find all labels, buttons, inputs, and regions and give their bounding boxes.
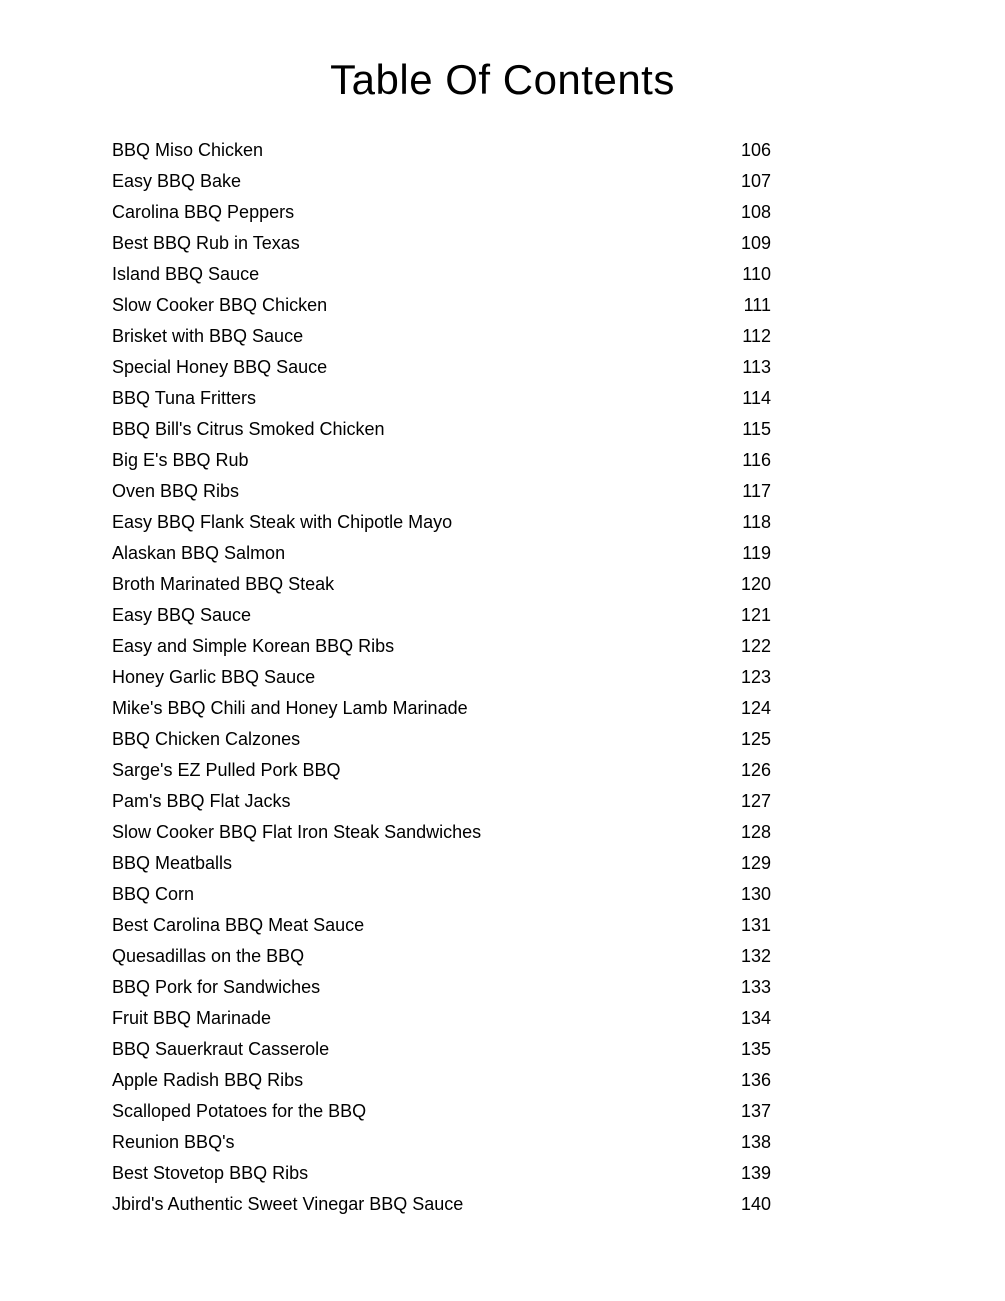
toc-entry-page: 109 xyxy=(740,233,771,253)
toc-row xyxy=(112,910,771,941)
toc-row xyxy=(112,352,771,383)
toc-row xyxy=(112,414,771,445)
toc-row xyxy=(112,1127,771,1158)
toc-row xyxy=(112,476,771,507)
toc-entry-title: Pam's BBQ Flat Jacks xyxy=(112,791,291,811)
toc-entry-title: Sarge's EZ Pulled Pork BBQ xyxy=(112,760,341,780)
toc-entry-page: 125 xyxy=(740,729,771,749)
toc-row xyxy=(112,724,771,755)
toc-entry-page: 132 xyxy=(740,946,771,966)
toc-entry-title: Mike's BBQ Chili and Honey Lamb Marinade xyxy=(112,698,468,718)
toc-entry-title: Broth Marinated BBQ Steak xyxy=(112,574,335,594)
toc-row xyxy=(112,1034,771,1065)
toc-row xyxy=(112,507,771,538)
toc-row xyxy=(112,1065,771,1096)
toc-row xyxy=(112,786,771,817)
toc-entry-page: 133 xyxy=(740,977,771,997)
toc-entry-title: Scalloped Potatoes for the BBQ xyxy=(112,1101,367,1121)
toc-row xyxy=(112,1096,771,1127)
toc-entry-page: 136 xyxy=(740,1070,771,1090)
toc-row xyxy=(112,693,771,724)
toc-entry-title: Slow Cooker BBQ Flat Iron Steak Sandwiches xyxy=(112,822,482,842)
toc-entry-page: 122 xyxy=(740,636,771,656)
toc-row xyxy=(112,600,771,631)
toc-entry-page: 117 xyxy=(742,481,771,501)
toc-entry-title: Carolina BBQ Peppers xyxy=(112,202,295,222)
toc-entry-page: 118 xyxy=(742,512,771,532)
toc-row xyxy=(112,166,771,197)
toc-entry-title: Slow Cooker BBQ Chicken xyxy=(112,295,328,315)
toc-entry-page: 110 xyxy=(742,264,771,284)
toc-entry-page: 115 xyxy=(742,419,771,439)
toc-entry-page: 124 xyxy=(740,698,771,718)
toc-entry-page: 140 xyxy=(740,1194,771,1214)
toc-entry-page: 107 xyxy=(740,171,771,191)
toc-entry-page: 138 xyxy=(740,1132,771,1152)
toc-row xyxy=(112,848,771,879)
toc-row xyxy=(112,879,771,910)
toc-entry-title: Big E's BBQ Rub xyxy=(112,450,249,470)
toc-row xyxy=(112,1189,771,1220)
toc-entry-title: Easy BBQ Bake xyxy=(112,171,242,191)
toc-entry-page: 116 xyxy=(742,450,771,470)
toc-entry-title: Apple Radish BBQ Ribs xyxy=(112,1070,304,1090)
toc-entry-title: Jbird's Authentic Sweet Vinegar BBQ Sauce xyxy=(112,1194,464,1214)
toc-entry-page: 131 xyxy=(740,915,771,935)
toc-row xyxy=(112,755,771,786)
toc-entry-page: 119 xyxy=(742,543,771,563)
toc-row xyxy=(112,445,771,476)
toc-entry-title: BBQ Miso Chicken xyxy=(112,140,264,160)
toc-entry-title: Brisket with BBQ Sauce xyxy=(112,326,304,346)
page-title: Table Of Contents xyxy=(330,56,675,103)
toc-entry-page: 113 xyxy=(742,357,771,377)
toc-entry-page: 139 xyxy=(740,1163,771,1183)
toc-entry-title: Oven BBQ Ribs xyxy=(112,481,240,501)
toc-entry-title: Quesadillas on the BBQ xyxy=(112,946,305,966)
toc-entry-page: 129 xyxy=(740,853,771,873)
toc-entry-title: BBQ Meatballs xyxy=(112,853,233,873)
toc-entry-page: 135 xyxy=(740,1039,771,1059)
toc-entry-title: Best Carolina BBQ Meat Sauce xyxy=(112,915,365,935)
toc-row xyxy=(112,383,771,414)
toc-entry-title: Honey Garlic BBQ Sauce xyxy=(112,667,316,687)
toc-entry-page: 134 xyxy=(740,1008,771,1028)
toc-row xyxy=(112,1158,771,1189)
toc-row xyxy=(112,538,771,569)
toc-entry-title: Easy BBQ Sauce xyxy=(112,605,252,625)
toc-row xyxy=(112,290,771,321)
toc-entry-title: BBQ Chicken Calzones xyxy=(112,729,301,749)
toc-entry-title: Easy BBQ Flank Steak with Chipotle Mayo xyxy=(112,512,453,532)
toc-entry-page: 137 xyxy=(740,1101,771,1121)
toc-entry-title: Best Stovetop BBQ Ribs xyxy=(112,1163,309,1183)
toc-entry-page: 127 xyxy=(740,791,771,811)
toc-entry-page: 128 xyxy=(740,822,771,842)
toc-entry-title: BBQ Sauerkraut Casserole xyxy=(112,1039,330,1059)
toc-list xyxy=(112,135,771,1220)
toc-row xyxy=(112,631,771,662)
toc-entry-title: Island BBQ Sauce xyxy=(112,264,260,284)
toc-entry-page: 121 xyxy=(740,605,771,625)
toc-entry-title: BBQ Bill's Citrus Smoked Chicken xyxy=(112,419,385,439)
toc-row xyxy=(112,817,771,848)
toc-row xyxy=(112,259,771,290)
toc-entry-page: 126 xyxy=(740,760,771,780)
toc-entry-title: Alaskan BBQ Salmon xyxy=(112,543,286,563)
toc-entry-page: 123 xyxy=(740,667,771,687)
toc-entry-title: Best BBQ Rub in Texas xyxy=(112,233,300,253)
toc-row xyxy=(112,228,771,259)
toc-row xyxy=(112,1003,771,1034)
toc-row xyxy=(112,569,771,600)
toc-entry-page: 130 xyxy=(740,884,771,904)
toc-entry-page: 112 xyxy=(742,326,771,346)
toc-row xyxy=(112,197,771,228)
toc-entry-page: 106 xyxy=(740,140,771,160)
toc-row xyxy=(112,662,771,693)
toc-entry-page: 114 xyxy=(742,388,771,408)
toc-entry-title: Fruit BBQ Marinade xyxy=(112,1008,272,1028)
toc-entry-title: BBQ Corn xyxy=(112,884,195,904)
toc-entry-title: Special Honey BBQ Sauce xyxy=(112,357,328,377)
toc-entry-title: Reunion BBQ's xyxy=(112,1132,235,1152)
toc-row xyxy=(112,321,771,352)
toc-entry-page: 108 xyxy=(740,202,771,222)
toc-entry-title: Easy and Simple Korean BBQ Ribs xyxy=(112,636,395,656)
toc-entry-title: BBQ Tuna Fritters xyxy=(112,388,257,408)
toc-entry-page: 111 xyxy=(743,295,771,315)
toc-row xyxy=(112,135,771,166)
toc-row xyxy=(112,972,771,1003)
toc-entry-title: BBQ Pork for Sandwiches xyxy=(112,977,321,997)
toc-entry-page: 120 xyxy=(740,574,771,594)
toc-row xyxy=(112,941,771,972)
